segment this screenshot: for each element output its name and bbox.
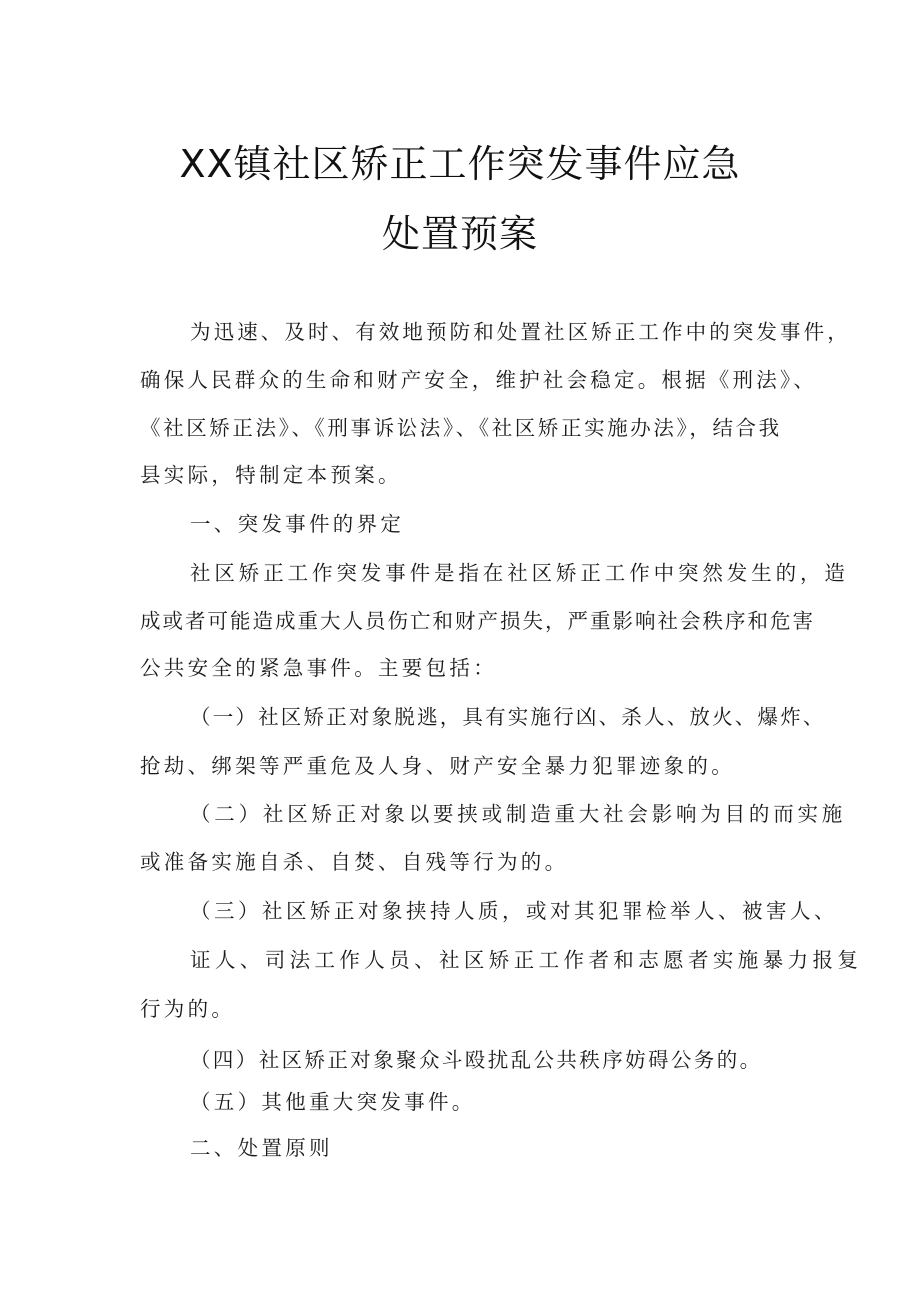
paragraph-line: 县实际，特制定本预案。 [140,463,402,487]
list-item-line: 或准备实施自杀、自焚、自残等行为的。 [140,850,569,874]
document-title-line-1: XX镇社区矫正工作突发事件应急 [179,142,741,186]
paragraph-line: 成或者可能造成重大人员伤亡和财产损失，严重影响社会秩序和危害 [140,609,815,633]
document-title-line-2: 处置预案 [381,212,538,256]
paragraph-line: 为迅速、及时、有效地预防和处置社区矫正工作中的突发事件， [190,320,851,344]
paragraph-line: 《社区矫正法》、《刑事诉讼法》、《社区矫正实施办法》，结合我 [140,416,782,440]
section-heading: 二、处置原则 [190,1136,333,1160]
list-item-line: 行为的。 [140,997,236,1021]
paragraph-line: 社区矫正工作突发事件是指在社区矫正工作中突然发生的，造 [190,561,849,585]
list-item-line: （四）社区矫正对象聚众斗殴扰乱公共秩序妨碍公务的。 [190,1048,763,1072]
list-item-line: 抢劫、绑架等严重危及人身、财产安全暴力犯罪迹象的。 [140,754,735,778]
list-item-line: （二）社区矫正对象以要挟或制造重大社会影响为目的而实施 [190,802,847,826]
list-item-line: （五）其他重大突发事件。 [190,1090,476,1114]
section-heading: 一、突发事件的界定 [190,512,405,536]
list-item-line: （三）社区矫正对象挟持人质，或对其犯罪检举人、被害人、 [190,899,838,923]
paragraph-line: 公共安全的紧急事件。主要包括： [140,656,497,680]
paragraph-line: 确保人民群众的生命和财产安全，维护社会稳定。根据《刑法》、 [140,368,818,392]
list-item-line: （一）社区矫正对象脱逃，具有实施行凶、杀人、放火、爆炸、 [190,705,826,729]
list-item-line: 证人、司法工作人员、社区矫正工作者和志愿者实施暴力报复 [190,948,863,972]
